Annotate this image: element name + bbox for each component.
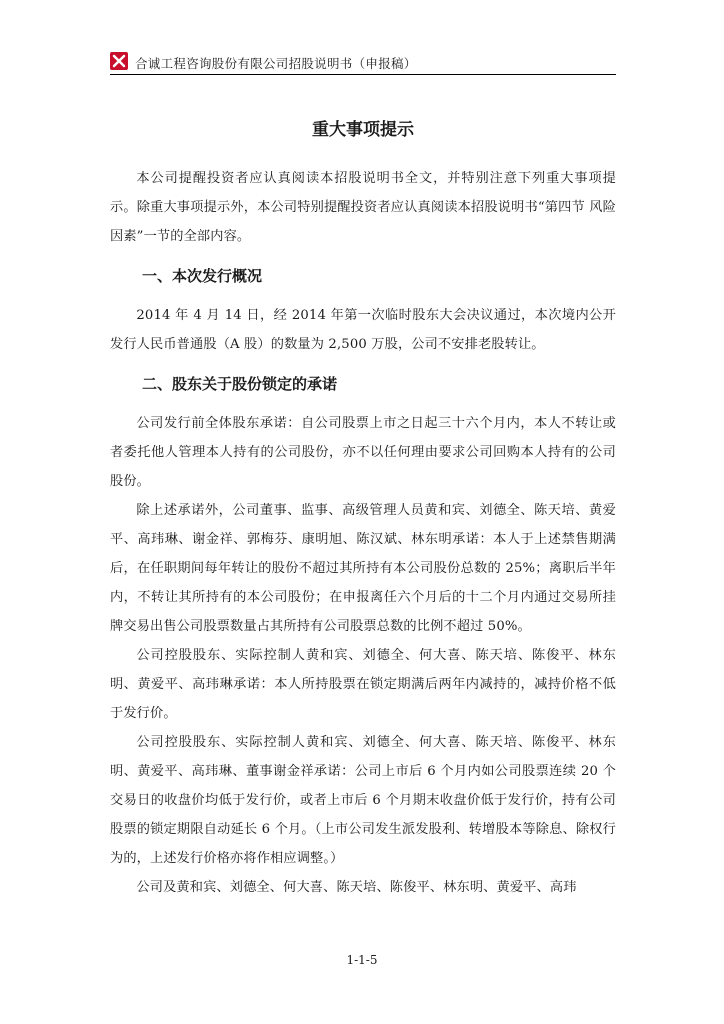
intro-paragraph: 本公司提醒投资者应认真阅读本招股说明书全文，并特别注意下列重大事项提示。除重大事项提示外，本公司特别提醒投资者应认真阅读本招股说明书“第四节 风险因素”一节的全部内容。 — [110, 171, 616, 244]
company-logo-icon — [110, 52, 128, 70]
header-title: 合诚工程咨询股份有限公司招股说明书（申报稿） — [135, 56, 417, 71]
page-number: 1-1-5 — [346, 953, 378, 967]
paragraph: 公司发行前全体股东承诺：自公司股票上市之日起三十六个月内，本人不转让或者委托他人管理本人持有的公司股份，亦不以任何理由要求公司回购本人持有的公司股份。 — [110, 416, 616, 489]
paragraph: 除上述承诺外，公司董事、监事、高级管理人员黄和宾、刘德全、陈天培、黄爱平、高玮琳、谢金祥、郭梅芬、康明旭、陈汉斌、林东明承诺：本人于上述禁售期满后，在任职期间每年转让的股份不超过其所持有本公司股份总数的 25%；离职后半年内，不转让其所持有的本公司股份；在申报离任六个月后的十二个月内通过交易所挂牌交易出售公司股票数量占其所持有公司股票总数的比例不超过 50%。 — [110, 503, 616, 634]
page-header — [110, 52, 616, 75]
paragraph: 公司控股股东、实际控制人黄和宾、刘德全、何大喜、陈天培、陈俊平、林东明、黄爱平、高玮琳承诺：本人所持股票在锁定期满后两年内减持的，减持价格不低于发行价。 — [110, 648, 616, 721]
paragraph: 2014 年 4 月 14 日，经 2014 年第一次临时股东大会决议通过，本次境内公开发行人民币普通股（A 股）的数量为 2,500 万股，公司不安排老股转让。 — [110, 308, 616, 352]
document-title: 重大事项提示 — [312, 120, 414, 140]
document-body — [110, 115, 616, 902]
section-heading-issuance: 一、本次发行概况 — [142, 267, 263, 285]
section-heading-lockup: 二、股东关于股份锁定的承诺 — [142, 375, 338, 393]
paragraph: 公司控股股东、实际控制人黄和宾、刘德全、何大喜、陈天培、陈俊平、林东明、黄爱平、高玮琳、董事谢金祥承诺：公司上市后 6 个月内如公司股票连续 20 个交易日的收盘价均低于发行价，或者上市后 6 个月期末收盘价低于发行价，持有公司股票的锁定期限自动延长 6 个月。（上市公司发生派发股利、转增股本等除息、除权行为的，上述发行价格亦将作相应调整。） — [110, 735, 616, 866]
paragraph: 公司及黄和宾、刘德全、何大喜、陈天培、陈俊平、林东明、黄爱平、高玮 — [136, 880, 577, 895]
